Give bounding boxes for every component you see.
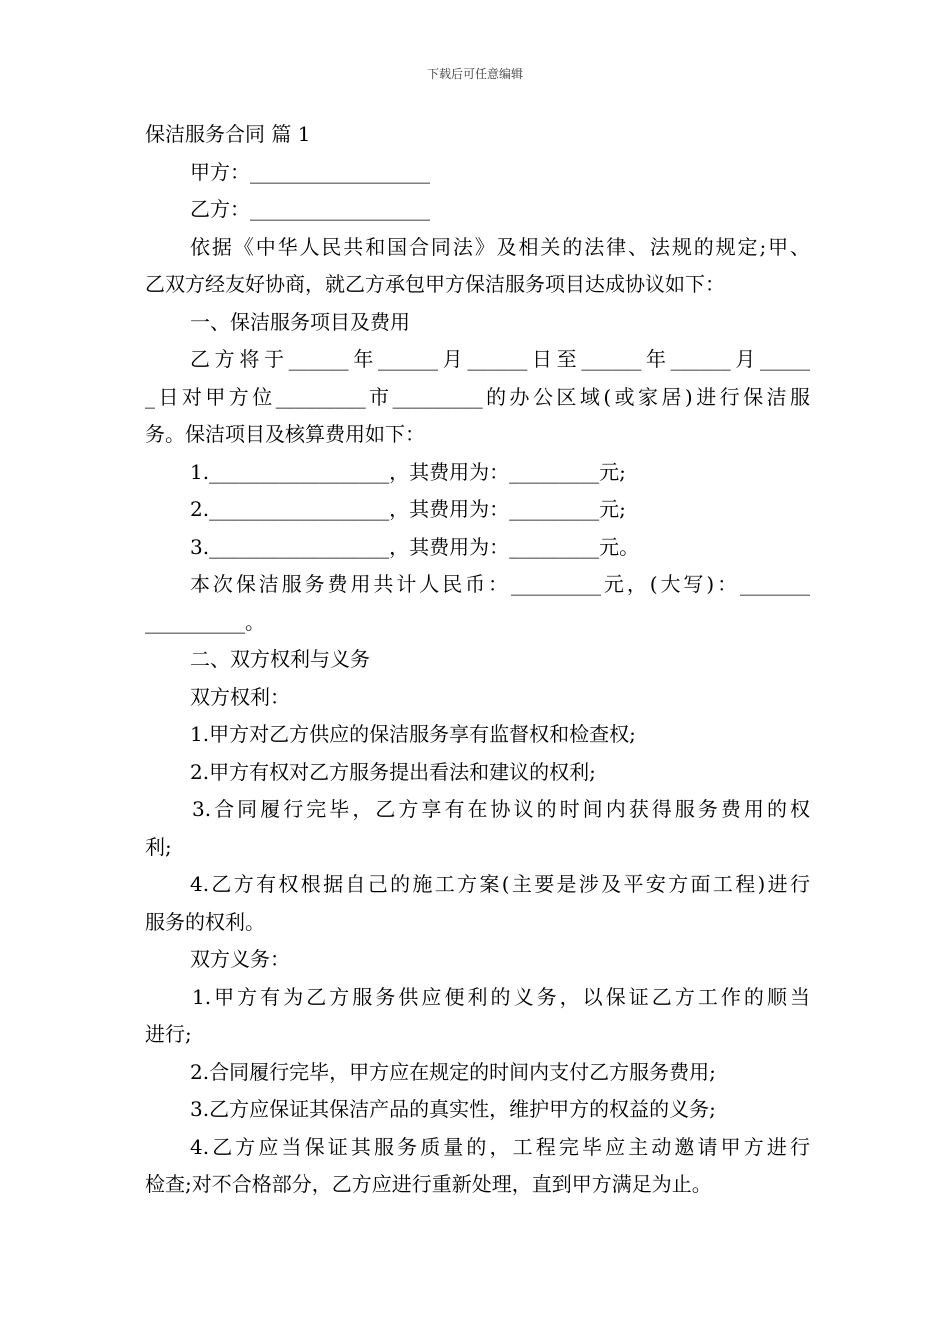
right-4-line-2: 服务的权利。 [145,909,265,934]
duties-title: 双方义务： [190,947,290,971]
fee-item-1: 1.__________________，其费用为：_________元; [190,459,626,484]
right-3-line-1: 3.合同履行完毕，乙方享有在协议的时间内获得服务费用的权 [192,797,810,821]
rights-title: 双方权利： [190,684,290,709]
fee-item-2: 2.__________________，其费用为：_________元; [190,497,626,521]
duty-1-line-2: 进行; [145,1022,192,1046]
right-4-line-1: 4.乙方有权根据自己的施工方案(主要是涉及平安方面工程)进行 [190,872,810,896]
right-3-line-2: 利; [145,834,172,859]
document-title: 保洁服务合同 篇 1 [145,122,311,146]
document-body [145,116,810,1204]
service-period-line-3: 务。保洁项目及核算费用如下： [145,422,425,446]
section-2-heading: 二、双方权利与义务 [190,647,370,671]
duty-4-line-1: 4.乙方应当保证其服务质量的，工程完毕应主动邀请甲方进行 [190,1134,810,1159]
header-note: 下载后可任意编辑 [426,67,523,81]
total-fee-line-1: 本次保洁服务费用共计人民币：_________元，(大写)：_______ [190,572,810,596]
service-period-line-1: 乙方将于______年______月______日至______年______月_____ [190,347,810,371]
intro-line-2: 乙双方经友好协商，就乙方承包甲方保洁服务项目达成协议如下： [145,272,725,296]
duty-3: 3.乙方应保证其保洁产品的真实性，维护甲方的权益的义务; [190,1097,716,1121]
fee-item-3: 3.__________________，其费用为：_________元。 [190,534,640,559]
right-2: 2.甲方有权对乙方服务提出看法和建议的权利; [190,759,596,784]
total-fee-line-2: __________。 [145,609,265,634]
duty-1-line-1: 1.甲方有为乙方服务供应便利的义务，以保证乙方工作的顺当 [192,984,810,1009]
section-1-heading: 一、保洁服务项目及费用 [190,309,410,334]
service-period-line-2: _日对甲方位_________市_________的办公区域(或家居)进行保洁服 [145,384,810,409]
duty-4-line-2: 检查;对不合格部分，乙方应进行重新处理，直到甲方满足为止。 [145,1172,712,1196]
party-a-line: 甲方：__________________ [190,159,430,184]
party-b-line: 乙方：__________________ [190,197,430,221]
intro-line-1: 依据《中华人民共和国合同法》及相关的法律、法规的规定;甲、 [190,234,810,259]
duty-2: 2.合同履行完毕，甲方应在规定的时间内支付乙方服务费用; [190,1059,716,1084]
right-1: 1.甲方对乙方供应的保洁服务享有监督权和检查权; [190,722,636,746]
